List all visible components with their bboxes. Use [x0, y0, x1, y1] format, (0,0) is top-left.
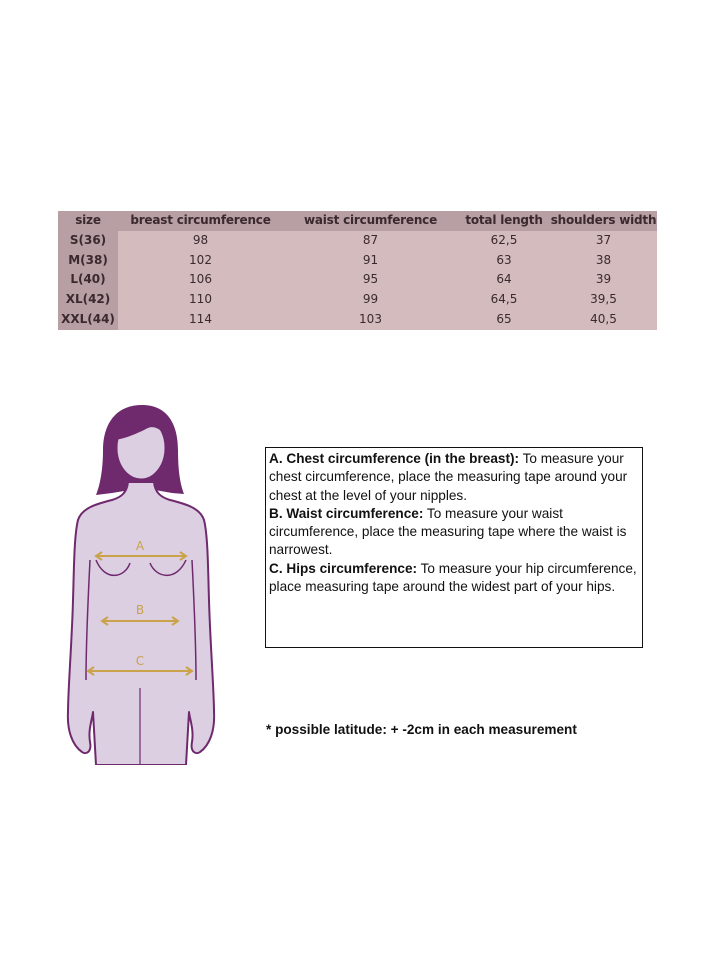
breast-cell: 114 — [118, 310, 283, 330]
header-size: size — [58, 211, 118, 231]
waist-instruction-title: B. Waist circumference: — [269, 505, 424, 521]
breast-cell: 102 — [118, 251, 283, 271]
latitude-note: * possible latitude: + -2cm in each measurement — [266, 722, 577, 737]
hips-instruction-title: C. Hips circumference: — [269, 560, 418, 576]
size-cell: L(40) — [58, 270, 118, 290]
hips-instruction — [269, 560, 638, 597]
marker-a-label: A — [135, 539, 145, 553]
table-row — [58, 231, 657, 251]
breast-cell: 106 — [118, 270, 283, 290]
header-shoulders-width: shoulders width — [550, 211, 657, 231]
size-table — [58, 211, 657, 330]
length-cell: 64,5 — [458, 290, 550, 310]
length-cell: 65 — [458, 310, 550, 330]
size-cell: S(36) — [58, 231, 118, 251]
length-cell: 64 — [458, 270, 550, 290]
measurement-instructions-box — [265, 447, 643, 648]
table-row — [58, 290, 657, 310]
table-row — [58, 251, 657, 271]
length-cell: 63 — [458, 251, 550, 271]
size-cell: XL(42) — [58, 290, 118, 310]
hips-instruction-text: To measure your hip circumference, place measuring tape around the widest part of your hips. — [269, 560, 637, 595]
marker-c-label: C — [135, 654, 145, 668]
waist-cell: 95 — [283, 270, 458, 290]
length-cell: 62,5 — [458, 231, 550, 251]
chest-instruction — [269, 450, 638, 505]
waist-instruction-text: To measure your waist circumference, place the measuring tape where the waist is narrowest. — [269, 505, 627, 558]
marker-b-label: B — [135, 603, 145, 617]
waist-cell: 91 — [283, 251, 458, 271]
shoulders-cell: 40,5 — [550, 310, 657, 330]
waist-cell: 99 — [283, 290, 458, 310]
chest-instruction-text: To measure your chest circumference, place the measuring tape around your chest at the level of your nipples. — [269, 451, 628, 503]
table-row — [58, 310, 657, 330]
shoulders-cell: 39 — [550, 270, 657, 290]
waist-cell: 87 — [283, 231, 458, 251]
waist-cell: 103 — [283, 310, 458, 330]
body-silhouette — [68, 482, 214, 765]
header-breast-circumference: breast circumference — [118, 211, 283, 231]
shoulders-cell: 39,5 — [550, 290, 657, 310]
header-total-length: total length — [458, 211, 550, 231]
waist-instruction — [269, 505, 638, 560]
breast-cell: 98 — [118, 231, 283, 251]
body-measurement-figure — [60, 400, 230, 765]
chest-instruction-title: A. Chest circumference (in the breast): — [269, 451, 520, 466]
size-cell: XXL(44) — [58, 310, 118, 330]
size-cell: M(38) — [58, 251, 118, 271]
table-row — [58, 270, 657, 290]
size-table-header-row — [58, 211, 657, 231]
header-waist-circumference: waist circumference — [283, 211, 458, 231]
shoulders-cell: 38 — [550, 251, 657, 271]
breast-cell: 110 — [118, 290, 283, 310]
shoulders-cell: 37 — [550, 231, 657, 251]
